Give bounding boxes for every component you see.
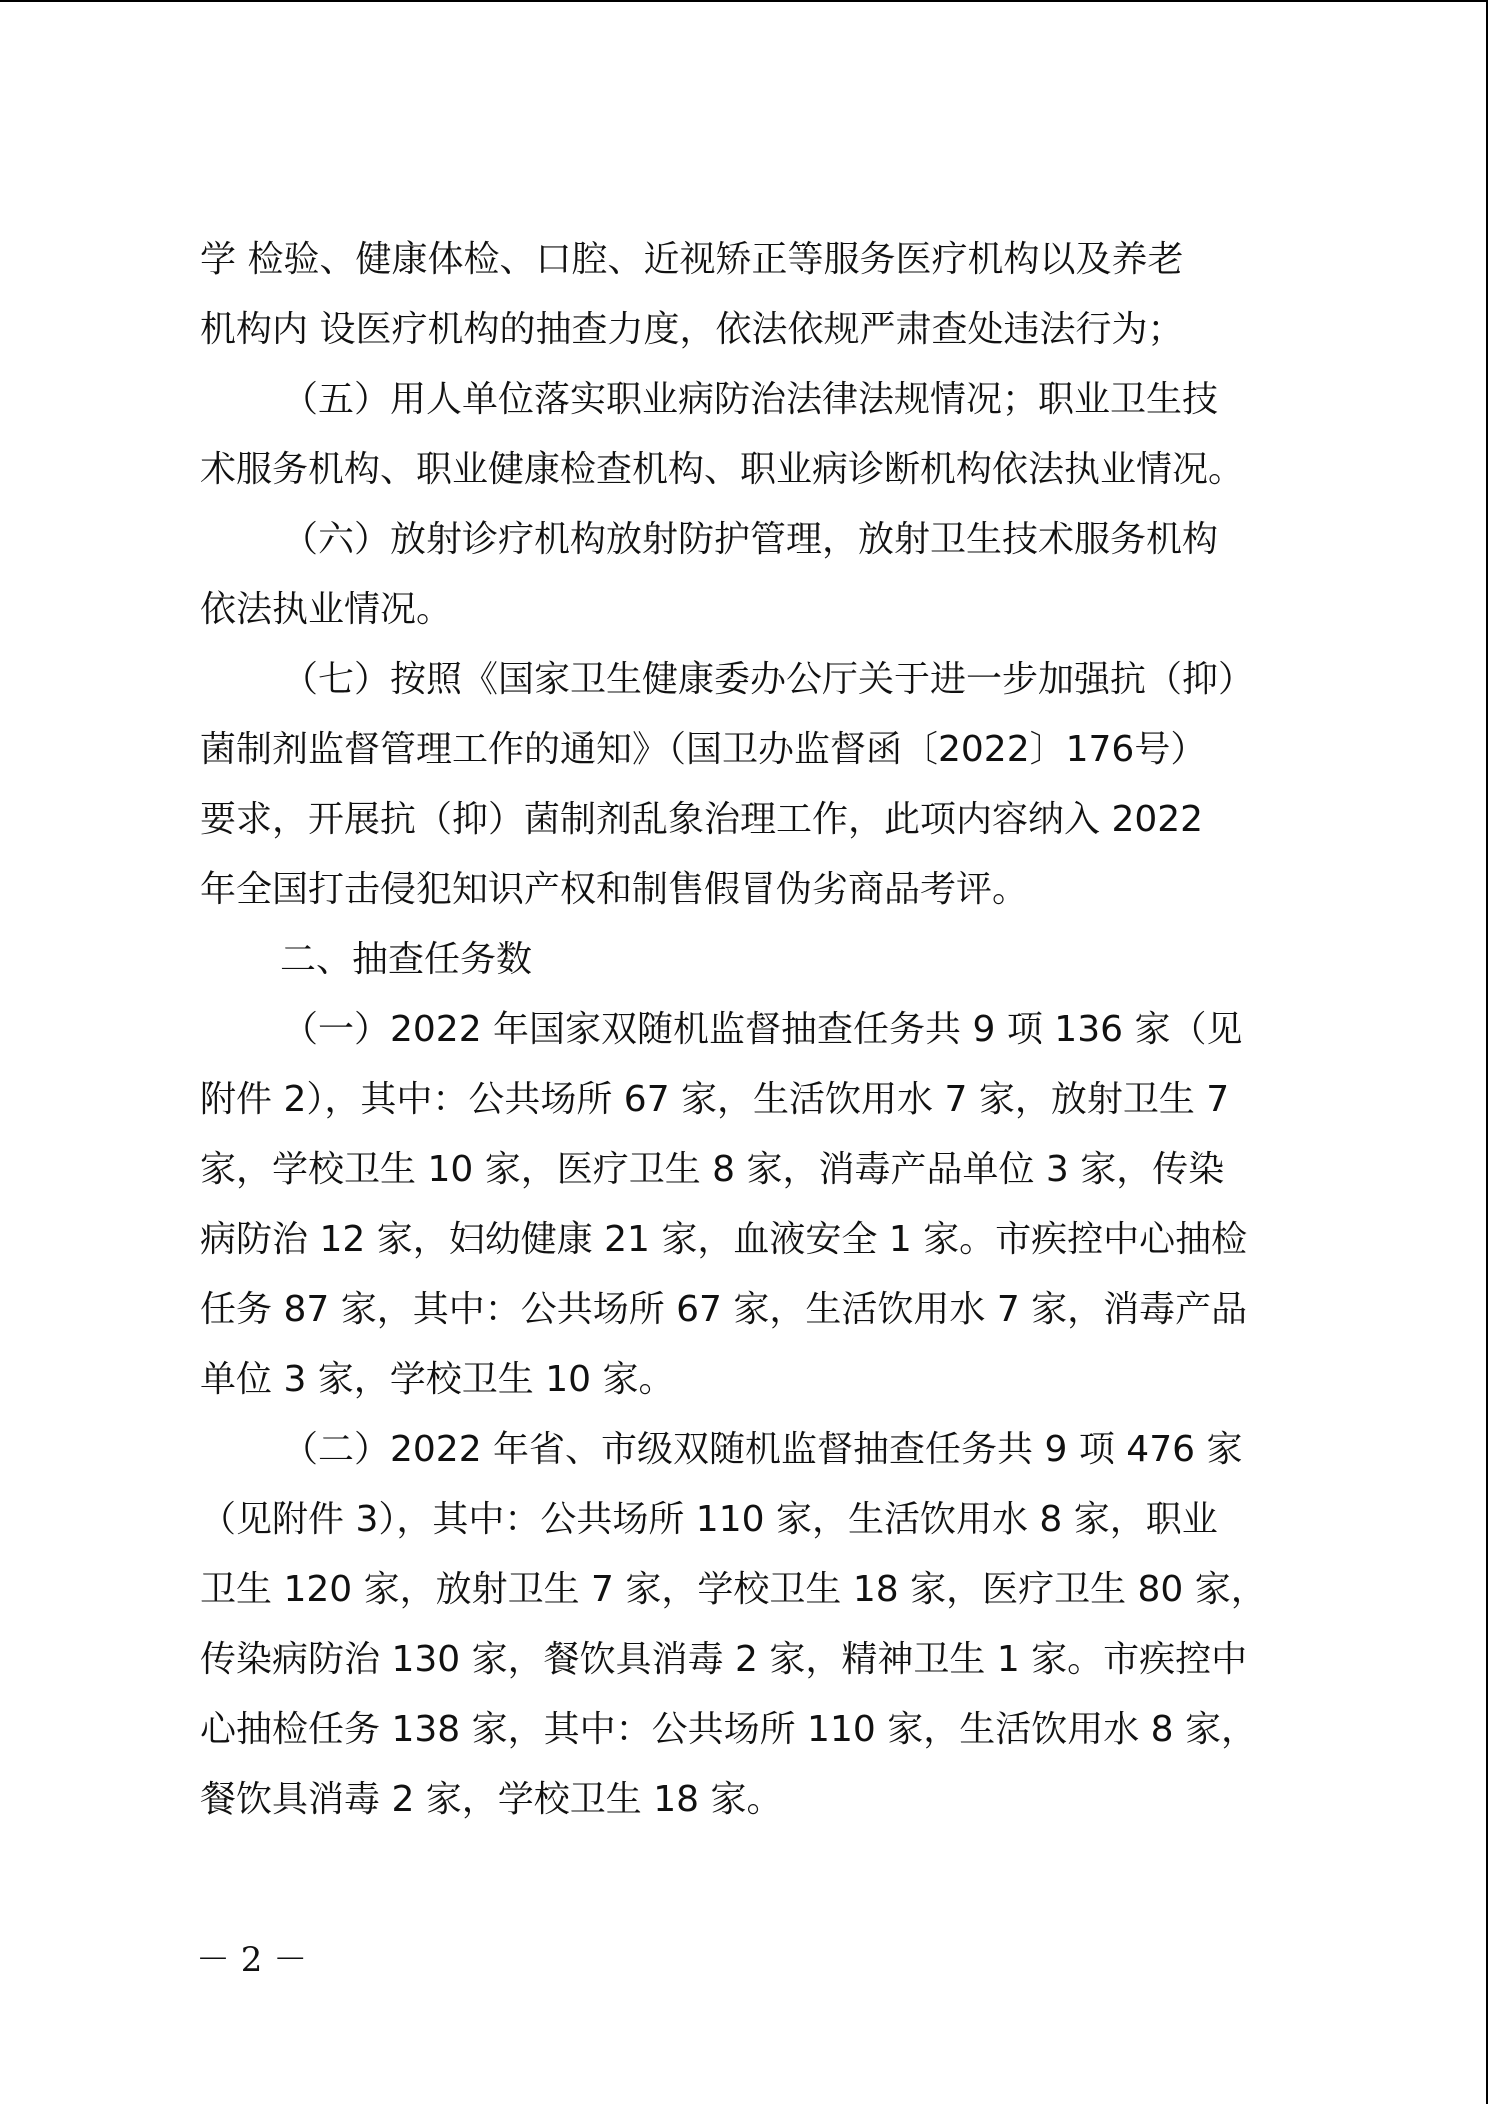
paragraph-item-6: （六）放射诊疗机构放射防护管理，放射卫生技术服务机构 — [282, 519, 1219, 560]
text-line: 心抽检任务 138 家，其中：公共场所 110 家，生活饮用水 8 家， — [200, 1709, 1257, 1750]
text-line: 依法执业情况。 — [200, 589, 453, 630]
text-line: 学 检验、健康体检、口腔、近视矫正等服务医疗机构以及养老 — [200, 239, 1184, 280]
text-line: 附件 2），其中：公共场所 67 家，生活饮用水 7 家，放射卫生 7 — [200, 1079, 1230, 1120]
paragraph-task-2: （二）2022 年省、市级双随机监督抽查任务共 9 项 476 家 — [282, 1429, 1243, 1470]
text-line: 卫生 120 家，放射卫生 7 家，学校卫生 18 家，医疗卫生 80 家， — [200, 1569, 1267, 1610]
top-border-line — [0, 0, 1488, 2]
text-line: 传染病防治 130 家，餐饮具消毒 2 家，精神卫生 1 家。市疾控中 — [200, 1639, 1248, 1680]
text-line: 餐饮具消毒 2 家，学校卫生 18 家。 — [200, 1779, 783, 1820]
section-heading: 二、抽查任务数 — [280, 939, 533, 980]
page-number: － 2 － — [196, 1940, 308, 1980]
text-line: 家，学校卫生 10 家，医疗卫生 8 家，消毒产品单位 3 家，传染 — [200, 1149, 1225, 1190]
text-line: 单位 3 家，学校卫生 10 家。 — [200, 1359, 675, 1400]
text-line: 任务 87 家，其中：公共场所 67 家，生活饮用水 7 家，消毒产品 — [200, 1289, 1248, 1330]
text-line: （见附件 3），其中：公共场所 110 家，生活饮用水 8 家，职业 — [200, 1499, 1218, 1540]
document-body — [200, 225, 1305, 1835]
paragraph-task-1: （一）2022 年国家双随机监督抽查任务共 9 项 136 家（见 — [282, 1009, 1243, 1050]
text-line: 要求，开展抗（抑）菌制剂乱象治理工作，此项内容纳入 2022 — [200, 799, 1204, 840]
text-line: 术服务机构、职业健康检查机构、职业病诊断机构依法执业情况。 — [200, 449, 1245, 490]
text-line: 年全国打击侵犯知识产权和制售假冒伪劣商品考评。 — [200, 869, 1029, 910]
paragraph-item-5: （五）用人单位落实职业病防治法律法规情况；职业卫生技 — [282, 379, 1219, 420]
text-line: 菌制剂监督管理工作的通知》（国卫办监督函〔2022〕176号） — [200, 729, 1207, 770]
text-line: 机构内 设医疗机构的抽查力度，依法依规严肃查处违法行为； — [200, 309, 1184, 350]
text-line: 病防治 12 家，妇幼健康 21 家，血液安全 1 家。市疾控中心抽检 — [200, 1219, 1248, 1260]
paragraph-item-7: （七）按照《国家卫生健康委办公厅关于进一步加强抗（抑） — [282, 659, 1255, 700]
